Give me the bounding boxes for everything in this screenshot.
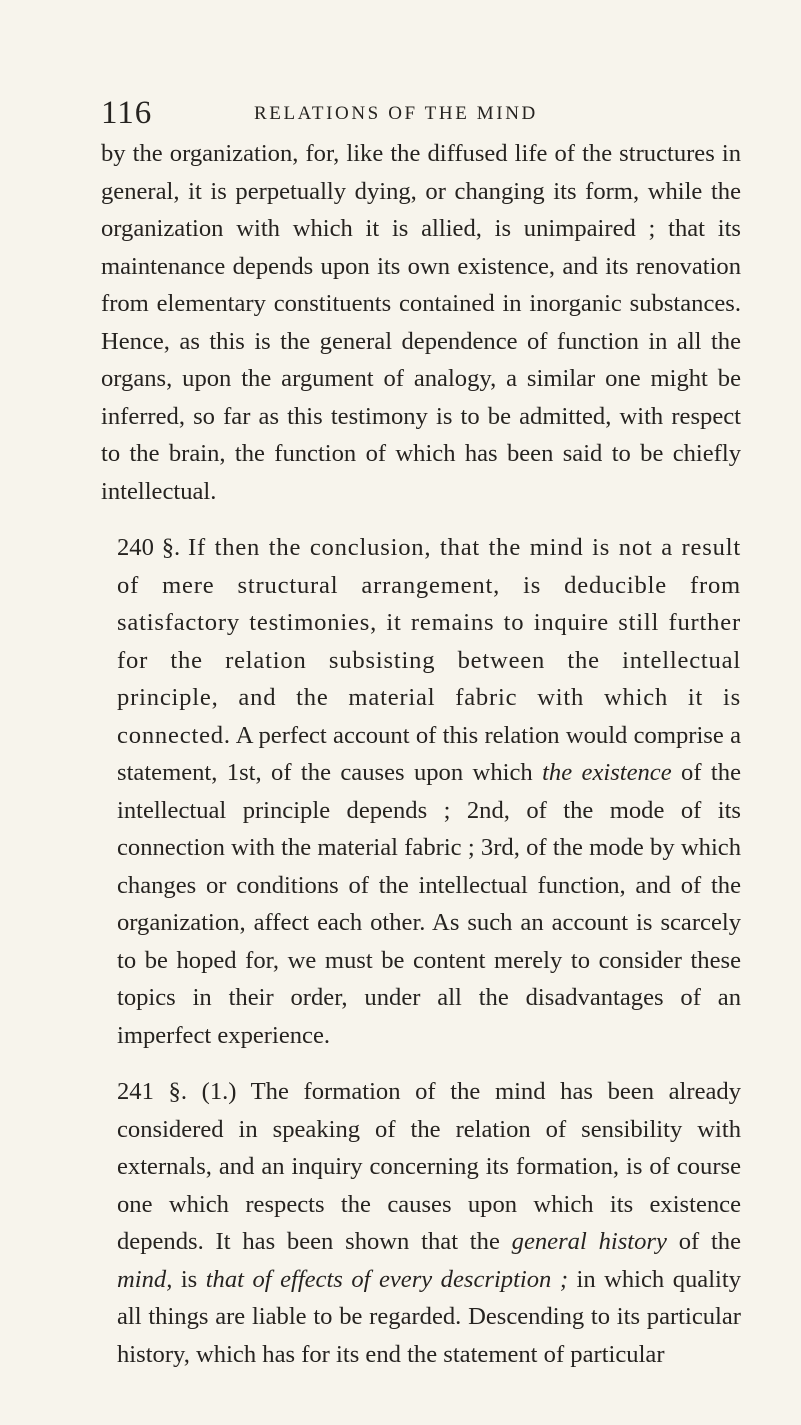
- paragraph-2-text-a: A perfect account of this relation would comprise a statement, 1st, of the causes upon which: [117, 721, 741, 786]
- paragraph-3: [101, 1073, 741, 1373]
- paragraph-3-text-a: It has been shown that the: [215, 1228, 500, 1255]
- page-header: [101, 96, 741, 130]
- paragraph-2-text-b: of the intellectual principle depends ; 2nd, of the mode of its connection with the material fabric ; 3rd, of the mode by which changes or conditions of the intellectual function, and of the organization, affect each other. As such an account is scarcely to be hoped for, we must be content merely to consider these topics in their order, under all the disadvantages of an imperfect experience.: [117, 759, 741, 1049]
- paragraph-3-text-c: is: [180, 1265, 198, 1293]
- paragraph-2-italic-existence: the existence: [542, 759, 672, 786]
- paragraph-3-lead: (1.) The formation of the mind has been already considered in speaking of the relation of sensibility with externals, and an inquiry concerning its formation, is of course one which respects the causes upon which its existence depends.: [117, 1078, 741, 1255]
- paragraph-3-italic-effects: that of effects of every description ;: [205, 1265, 569, 1293]
- paragraph-3-italic-mind: mind,: [117, 1265, 173, 1293]
- paragraph-1: [101, 135, 741, 510]
- running-head: RELATIONS OF THE MIND: [254, 103, 538, 124]
- page-number: 116: [101, 95, 153, 131]
- paragraph-1-text: by the organization, for, like the diffused life of the structures in general, it is perpetually dying, or changing its form, while the organization with which it is allied, is unimpaired ; that its maintenance depends upon its own existence, and its renovation from elementary constituents contained in inorganic substances. Hence, as this is the general dependence of function in all the organs, upon the argument of analogy, a similar one might be inferred, so far as this testimony is to be admitted, with respect to the brain, the function of which has been said to be chiefly intellectual.: [101, 140, 741, 505]
- page-body: [101, 135, 741, 1373]
- section-number-240: 240 §.: [117, 534, 181, 561]
- paragraph-3-text-d: in which quality all things are liable to be regarded. Descending to its particular history, which has for its end the statement of particular: [117, 1265, 741, 1368]
- paragraph-2-lead: If then the conclusion, that the mind is not a result of mere structural arrangement, is deducible from satisfactory testimonies, it remains to inquire still further for the relation subsisting between the intellectual principle, and the material fabric with which it is connected.: [117, 534, 741, 749]
- paragraph-3-italic-general-history: general history: [511, 1228, 667, 1255]
- section-number-241: 241 §.: [117, 1078, 187, 1105]
- paragraph-3-text-b: of the: [678, 1228, 742, 1255]
- paragraph-2: [101, 529, 741, 1054]
